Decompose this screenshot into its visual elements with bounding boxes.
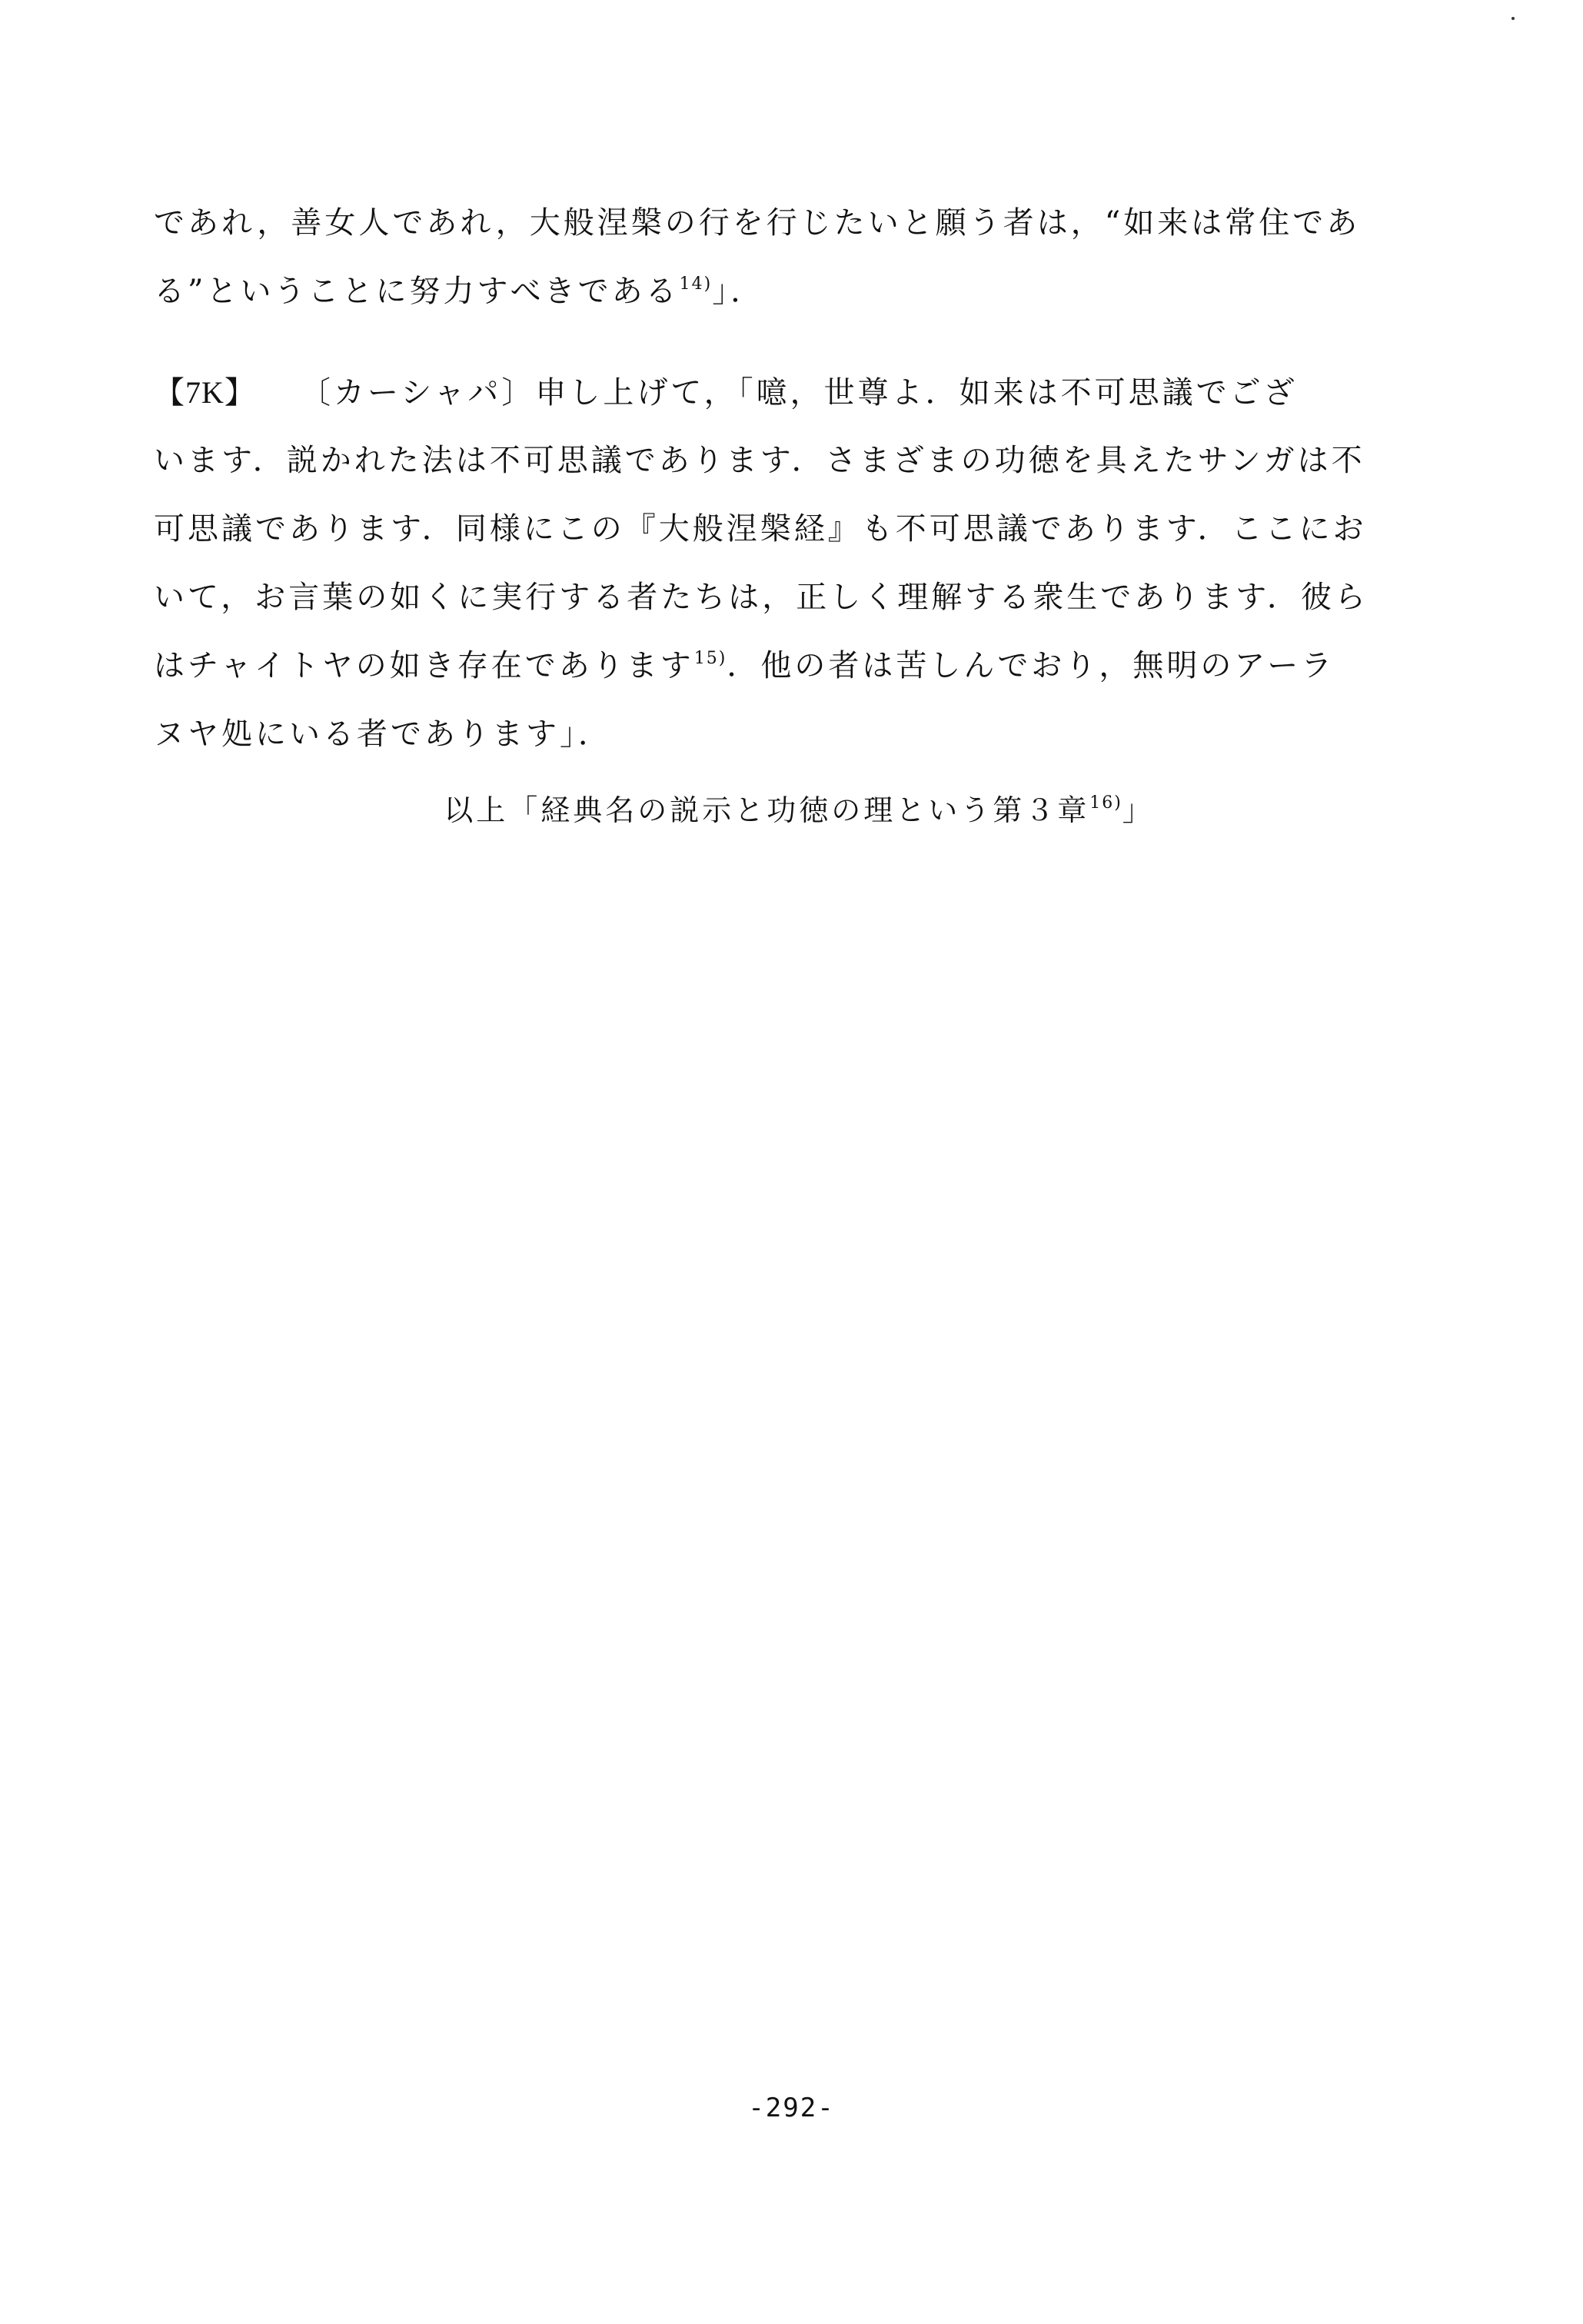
chapter-end-note <box>0 776 1583 845</box>
scan-speck <box>1511 17 1515 20</box>
page-number: -292- <box>748 2093 835 2123</box>
paragraph-label: 【7K】 <box>154 375 256 410</box>
text-line: いて，お言葉の如くに実行する者たちは，正しく理解する衆生であります．彼ら <box>154 580 1368 615</box>
text-segment: 以上「経典名の説示と功徳の理という第３章 <box>444 793 1090 827</box>
paragraph-7k <box>154 358 1368 769</box>
text-segment: ．他の者は苦しんでおり，無明のアーラ <box>727 648 1335 683</box>
paragraph-continuation <box>154 189 1361 326</box>
text-segment: はチャイトヤの如き存在であります <box>154 648 694 683</box>
text-segment: 〔カーシャパ〕申し上げて，「噫，世尊よ．如来は不可思議でござ <box>300 375 1298 411</box>
text-line: 可思議であります．同様にこの『大般涅槃経』も不可思議であります．ここにお <box>154 511 1367 547</box>
footnote-ref-14[interactable]: 14) <box>679 274 713 294</box>
footnote-ref-15[interactable]: 15) <box>693 649 727 668</box>
text-line: います．説かれた法は不可思議であります．さまざまの功徳を具えたサンガは不 <box>154 443 1365 478</box>
text-segment: 」 <box>1122 793 1155 827</box>
text-line <box>154 632 1353 700</box>
footnote-ref-16[interactable]: 16) <box>1089 793 1122 813</box>
text-line: ヌヤ処にいる者であります」． <box>154 716 612 752</box>
text-line <box>154 358 1353 427</box>
text-line <box>154 258 1353 326</box>
text-line: であれ，善女人であれ，大般涅槃の行を行じたいと願う者は，“如来は常住であ <box>154 205 1361 241</box>
text-segment: 」． <box>712 274 765 309</box>
text-segment: る”ということに努力すべきである <box>154 274 680 309</box>
